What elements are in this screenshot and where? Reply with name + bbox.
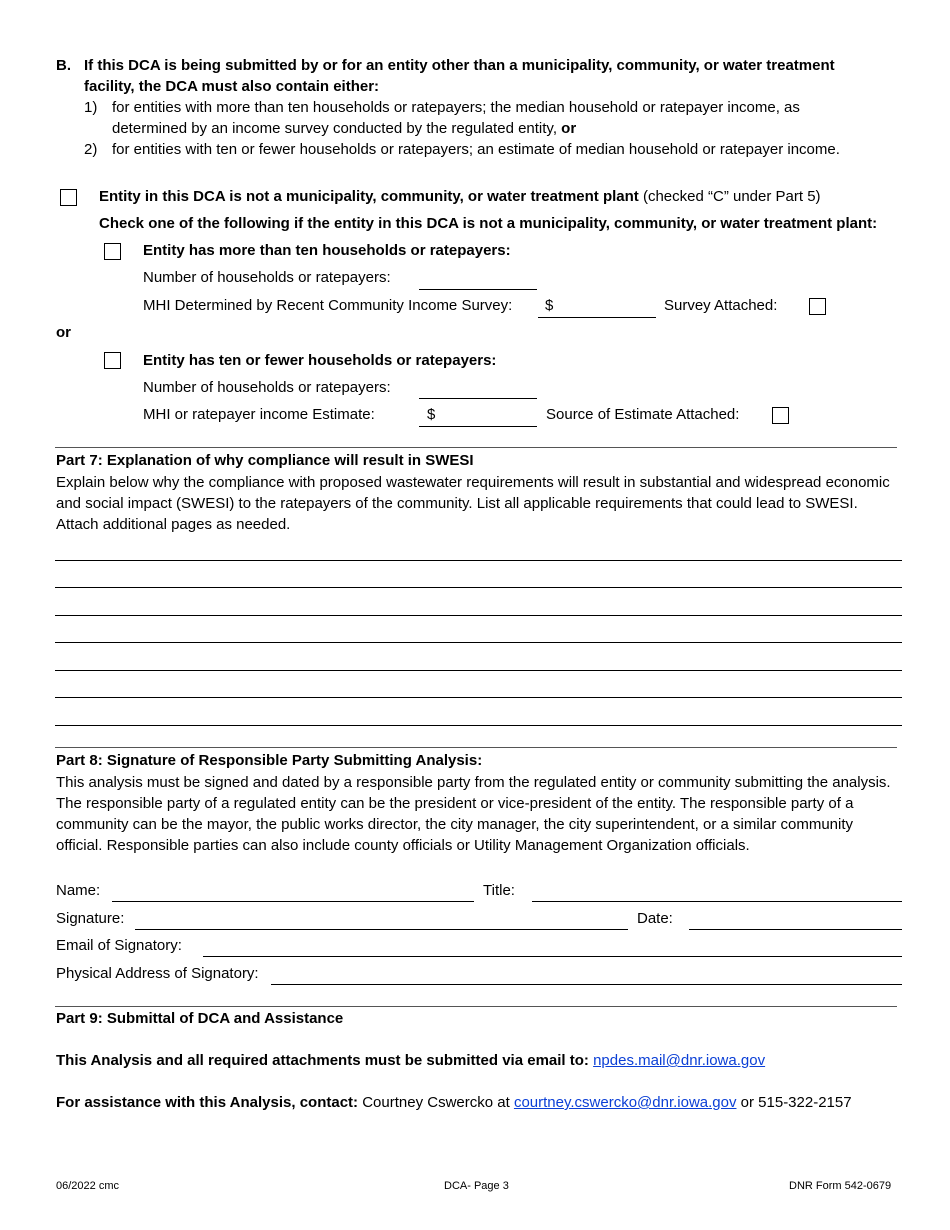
- more-than-ten-number-field[interactable]: [419, 289, 537, 290]
- footer-page: DCA- Page 3: [444, 1180, 509, 1192]
- submit-instruction: This Analysis and all required attachments must be submitted via email to: npdes.mail@dnr.iowa.gov: [56, 1052, 766, 1069]
- item1-line2: determined by an income survey conducted by the regulated entity, or: [112, 120, 577, 137]
- assistance-email-link[interactable]: courtney.cswercko@dnr.iowa.gov: [513, 1094, 737, 1111]
- mhi-survey-label: MHI Determined by Recent Community Income Survey:: [143, 297, 513, 314]
- footer-date: 06/2022 cmc: [56, 1180, 119, 1192]
- mhi-survey-dollar: $: [545, 297, 554, 314]
- more-than-ten-label: Entity has more than ten households or ratepayers:: [143, 242, 511, 259]
- part8-title: Part 8: Signature of Responsible Party Submitting Analysis:: [56, 752, 483, 769]
- ten-or-fewer-number-field[interactable]: [419, 398, 537, 399]
- signature-label: Signature:: [56, 910, 125, 927]
- item2-number: 2): [84, 141, 98, 158]
- mhi-estimate-dollar: $: [427, 406, 436, 423]
- ten-or-fewer-number-label: Number of households or ratepayers:: [143, 379, 391, 396]
- address-label: Physical Address of Signatory:: [56, 965, 259, 982]
- title-field[interactable]: [532, 901, 902, 902]
- section-b-heading-line1: If this DCA is being submitted by or for an entity other than a municipality, community, or water treatment: [84, 57, 835, 74]
- survey-attached-checkbox[interactable]: [809, 298, 826, 315]
- ten-or-fewer-label: Entity has ten or fewer households or ratepayers:: [143, 352, 497, 369]
- section-b-heading-line2: facility, the DCA must also contain either:: [84, 78, 380, 95]
- part8-body: This analysis must be signed and dated by a responsible party from the regulated entity or community submitting the analysis. The responsible party of a regulated entity can be the president or vice-president of the entity. The responsible party of a community can be the mayor, the public works director, the city manager, the city superintendent, or a similar community official. Responsible parties can also include county officials or Utility Management Organization officials.: [56, 774, 891, 854]
- address-field[interactable]: [271, 984, 902, 985]
- mhi-survey-field[interactable]: [538, 317, 656, 318]
- check-one-instruction: Check one of the following if the entity in this DCA is not a municipality, community, or water treatment plant:: [99, 215, 878, 232]
- signature-field[interactable]: [135, 929, 628, 930]
- or-label: or: [56, 324, 71, 341]
- not-municipality-checkbox[interactable]: [60, 189, 77, 206]
- divider: [55, 747, 897, 748]
- source-attached-checkbox[interactable]: [772, 407, 789, 424]
- source-attached-label: Source of Estimate Attached:: [546, 406, 740, 423]
- name-field[interactable]: [112, 901, 474, 902]
- date-label: Date:: [637, 910, 673, 927]
- submit-email-link[interactable]: npdes.mail@dnr.iowa.gov: [593, 1052, 766, 1069]
- assistance-contact: For assistance with this Analysis, contact: Courtney Cswercko at courtney.cswercko@dnr.iowa.gov or 515-322-2157: [56, 1094, 852, 1111]
- not-municipality-label: Entity in this DCA is not a municipality, community, or water treatment plant (checked “C” under Part 5): [99, 188, 821, 205]
- explanation-line[interactable]: [55, 670, 902, 671]
- explanation-line[interactable]: [55, 587, 902, 588]
- survey-attached-label: Survey Attached:: [664, 297, 778, 314]
- date-field[interactable]: [689, 929, 902, 930]
- part9-title: Part 9: Submittal of DCA and Assistance: [56, 1010, 344, 1027]
- name-label: Name:: [56, 882, 101, 899]
- item1-line1: for entities with more than ten households or ratepayers; the median household or ratepayer income, as: [112, 99, 800, 116]
- footer-form-number: DNR Form 542-0679: [789, 1180, 892, 1192]
- part7-title: Part 7: Explanation of why compliance will result in SWESI: [56, 452, 474, 469]
- divider: [55, 447, 897, 448]
- email-label: Email of Signatory:: [56, 937, 182, 954]
- title-label: Title:: [483, 882, 515, 899]
- part7-body: Explain below why the compliance with proposed wastewater requirements will result in substantial and widespread economic and social impact (SWESI) to the ratepayers of the community. List all applicable requirements that could lead to SWESI. Attach additional pages as needed.: [56, 474, 890, 533]
- explanation-line[interactable]: [55, 560, 902, 561]
- more-than-ten-checkbox[interactable]: [104, 243, 121, 260]
- mhi-estimate-field[interactable]: [419, 426, 537, 427]
- item1-number: 1): [84, 99, 98, 116]
- section-b-letter: B.: [56, 57, 71, 74]
- explanation-line[interactable]: [55, 725, 902, 726]
- mhi-estimate-label: MHI or ratepayer income Estimate:: [143, 406, 375, 423]
- item2-text: for entities with ten or fewer households or ratepayers; an estimate of median household or ratepayer income.: [112, 141, 840, 158]
- more-than-ten-number-label: Number of households or ratepayers:: [143, 269, 391, 286]
- explanation-line[interactable]: [55, 697, 902, 698]
- ten-or-fewer-checkbox[interactable]: [104, 352, 121, 369]
- explanation-line[interactable]: [55, 642, 902, 643]
- explanation-line[interactable]: [55, 615, 902, 616]
- divider: [55, 1006, 897, 1007]
- email-field[interactable]: [203, 956, 902, 957]
